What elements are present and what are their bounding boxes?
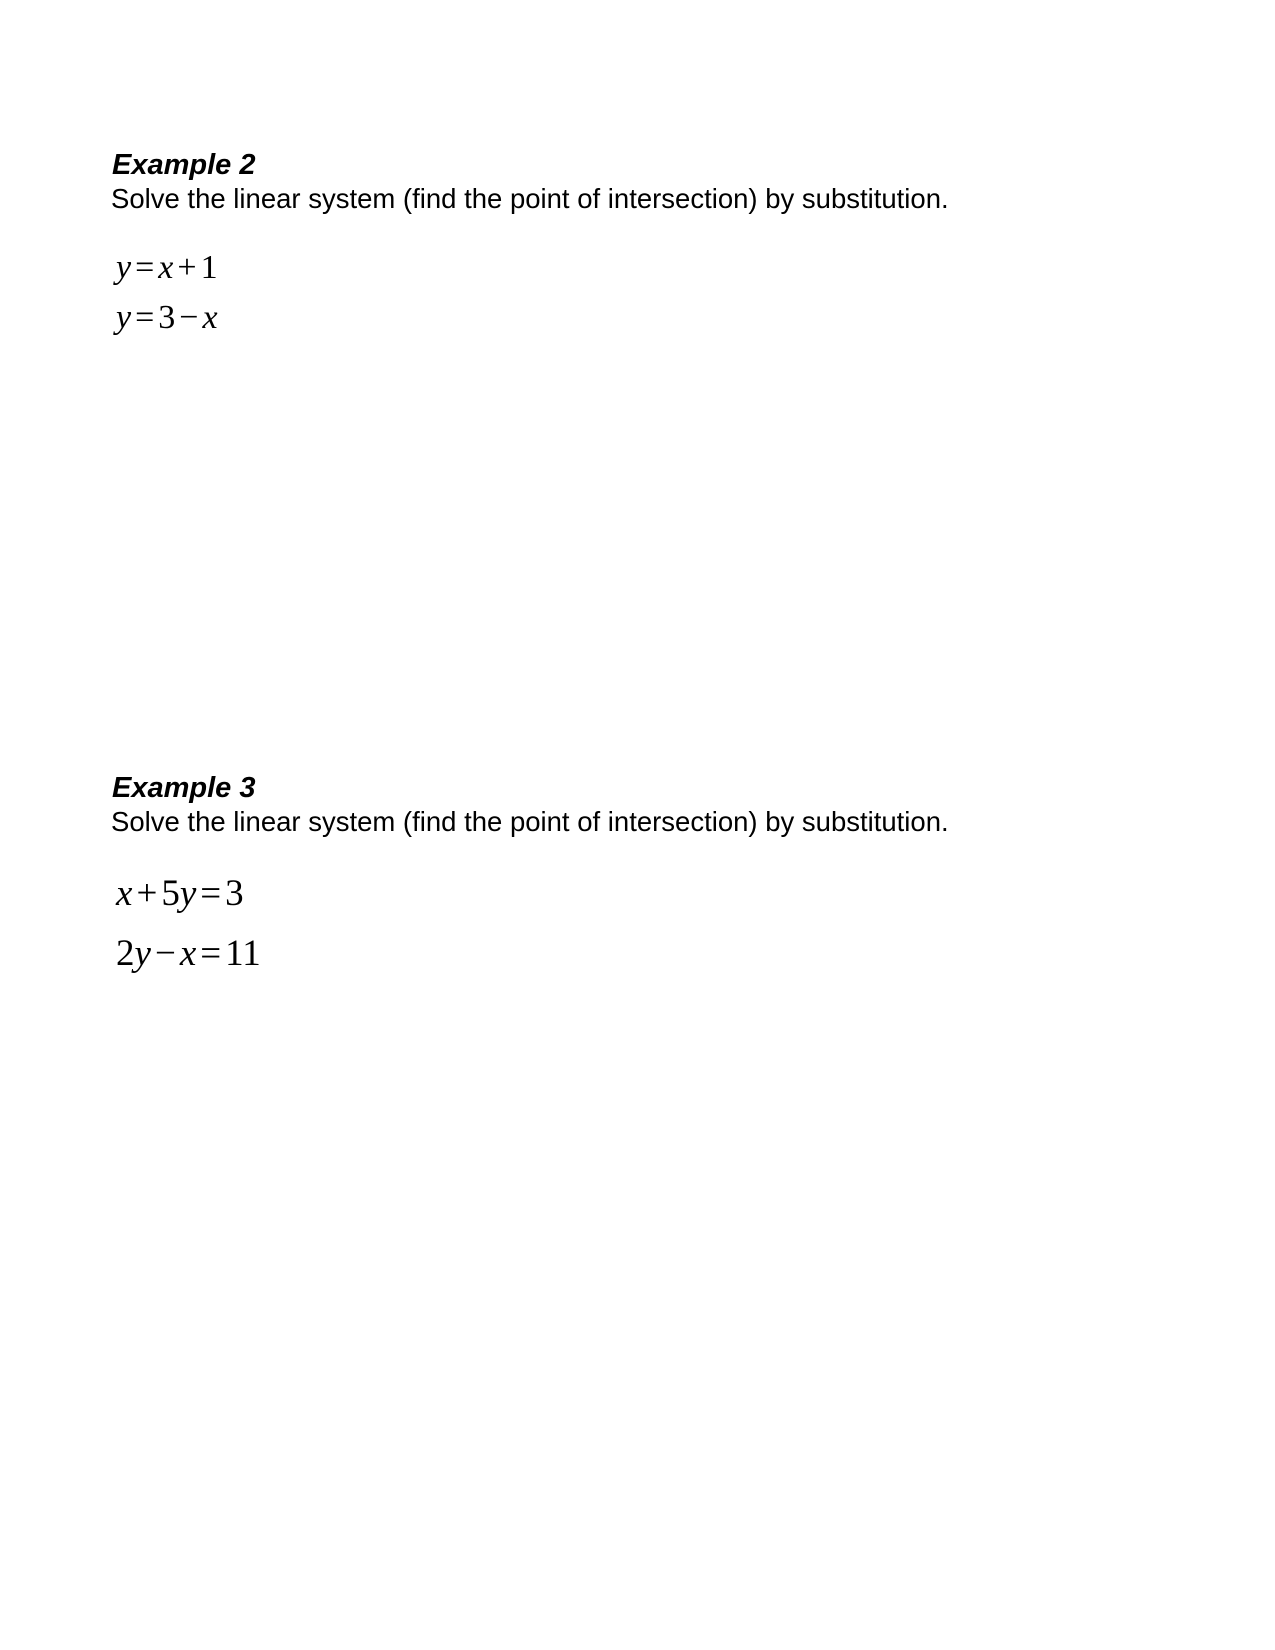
equation-number: 5 (161, 873, 180, 914)
equation-operator: − (179, 299, 199, 336)
equation-number: 2 (116, 933, 135, 974)
equation-operator: − (154, 933, 176, 974)
equation-number: 3 (158, 299, 176, 336)
equation-operator: + (177, 249, 197, 286)
example-3-prompt: Solve the linear system (find the point of intersection) by substitution. (111, 806, 949, 837)
equation-variable: y (116, 299, 132, 336)
example-3-equation-1 (116, 872, 244, 916)
example-2-heading: Example 2 (112, 149, 256, 181)
equation-variable: y (116, 249, 132, 286)
equation-operator: = (135, 249, 155, 286)
equation-variable: x (116, 873, 133, 914)
equation-variable: y (179, 873, 197, 914)
equation-variable: x (202, 299, 218, 336)
equation-variable: x (179, 933, 197, 974)
equation-operator: = (200, 873, 222, 914)
example-2-equation-2 (116, 298, 218, 338)
equation-operator: = (135, 299, 155, 336)
equation-operator: = (200, 933, 222, 974)
equation-variable: x (158, 249, 174, 286)
equation-number: 3 (225, 873, 244, 914)
equation-operator: + (136, 873, 158, 914)
equation-number: 11 (225, 933, 261, 974)
example-3-heading: Example 3 (112, 772, 256, 804)
example-3-equation-2 (116, 932, 261, 976)
equation-variable: y (134, 933, 151, 974)
example-2-equation-1 (116, 248, 218, 288)
example-2-prompt: Solve the linear system (find the point of intersection) by substitution. (111, 183, 949, 214)
equation-number: 1 (200, 249, 218, 286)
